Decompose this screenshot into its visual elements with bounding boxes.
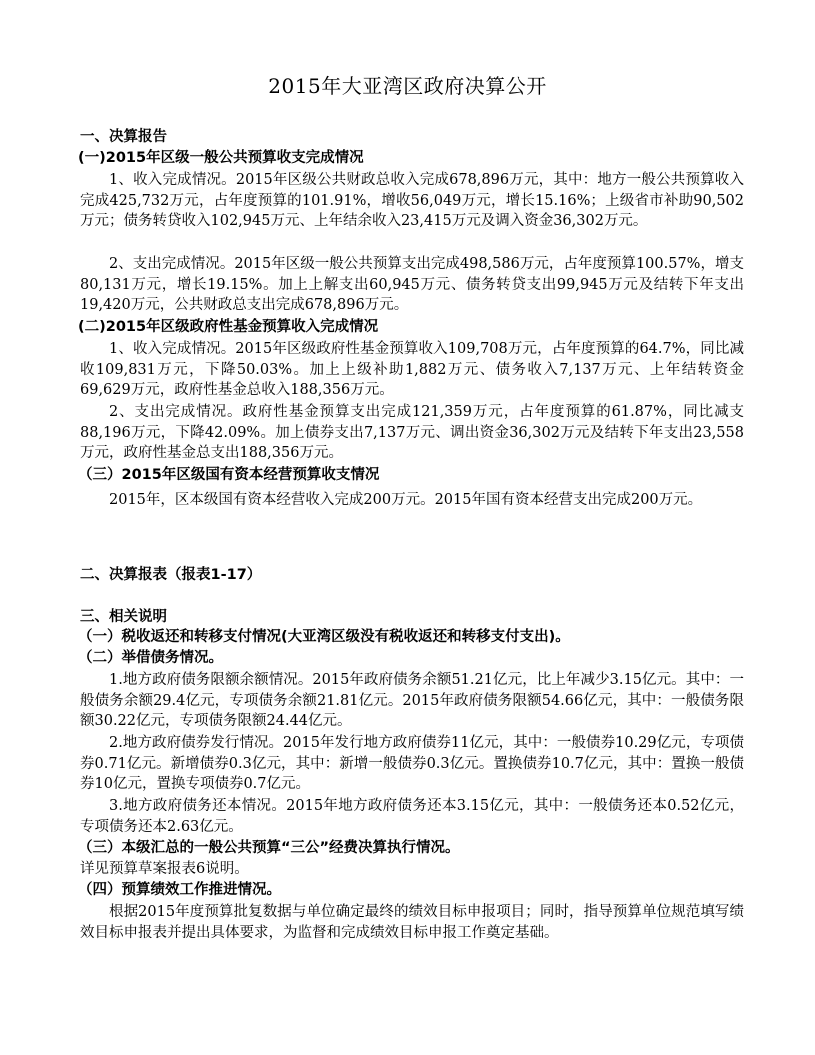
paragraph-general-expenditure: 2、支出完成情况。2015年区级一般公共预算支出完成498,586万元，占年度预算100.57%，增支80,131万元，增长19.15%。加上上解支出60,945万元、债务转贷支出99,945万元及结转下年支出19,420万元，公共财政总支出完成678,896万元。 (80, 256, 744, 313)
subsection-heading-three-public: （三）本级汇总的一般公共预算“三公”经费决算执行情况。 (78, 840, 460, 856)
paragraph-three-public: 详见预算草案报表6说明。 (80, 861, 249, 877)
section-heading-statements: 二、决算报表（报表1-17） (80, 567, 262, 583)
document-title: 2015年大亚湾区政府决算公开 (268, 74, 547, 98)
paragraph-performance: 根据2015年度预算批复数据与单位确定最终的绩效目标申报项目；同时，指导预算单位规范填写绩效目标申报表并提出具体要求，为监督和完成绩效目标申报工作奠定基础。 (80, 904, 744, 941)
paragraph-state-capital: 2015年，区本级国有资本经营收入完成200万元。2015年国有资本经营支出完成200万元。 (109, 492, 703, 508)
paragraph-debt-repayment: 3.地方政府债务还本情况。2015年地方政府债务还本3.15亿元，其中：一般债务还本0.52亿元，专项债务还本2.63亿元。 (80, 798, 744, 835)
paragraph-fund-expenditure: 2、支出完成情况。政府性基金预算支出完成121,359万元，占年度预算的61.87%，同比减支88,196万元，下降42.09%。加上债券支出7,137万元、调出资金36,302万元及结转下年支出23,558万元，政府性基金总支出188,356万元。 (80, 404, 744, 461)
paragraph-bond-issuance: 2.地方政府债券发行情况。2015年发行地方政府债券11亿元，其中：一般债券10.29亿元，专项债券0.71亿元。新增债券0.3亿元，其中：新增一般债券0.3亿元。置换债券10.7亿元，其中：置换一般债券10亿元，置换专项债券0.7亿元。 (80, 735, 744, 792)
section-heading-notes: 三、相关说明 (80, 609, 167, 625)
paragraph-fund-income: 1、收入完成情况。2015年区级政府性基金预算收入109,708万元，占年度预算的64.7%，同比减收109,831万元，下降50.03%。加上上级补助1,882万元、债务收入7,137万元、上年结转资金69,629万元，政府性基金总收入188,356万元。 (80, 341, 744, 398)
section-heading-report: 一、决算报告 (80, 129, 167, 145)
subsection-heading-performance: （四）预算绩效工作推进情况。 (78, 882, 281, 898)
paragraph-general-income: 1、收入完成情况。2015年区级公共财政总收入完成678,896万元，其中：地方一般公共预算收入完成425,732万元，占年度预算的101.91%，增收56,049万元，增长15.16%；上级省市补助90,502万元；债务转贷收入102,945万元、上年结余收入23,415万元及调入资金36,302万元。 (80, 172, 744, 229)
subsection-heading-state-capital: （三）2015年区级国有资本经营预算收支情况 (78, 467, 380, 483)
subsection-heading-fund-budget: (二)2015年区级政府性基金预算收入完成情况 (78, 319, 379, 335)
subsection-heading-general-budget: (一)2015年区级一般公共预算收支完成情况 (78, 150, 364, 166)
paragraph-debt-limit: 1.地方政府债务限额余额情况。2015年政府债务余额51.21亿元，比上年减少3.15亿元。其中：一般债务余额29.4亿元，专项债务余额21.81亿元。2015年政府债务限额54.66亿元，其中：一般债务限额30.22亿元，专项债务限额24.44亿元。 (80, 672, 744, 729)
subsection-heading-debt: （二）举借债务情况。 (78, 650, 223, 666)
subsection-heading-tax-rebate: （一）税收返还和转移支付情况(大亚湾区级没有税收返还和转移支付支出)。 (78, 629, 570, 645)
